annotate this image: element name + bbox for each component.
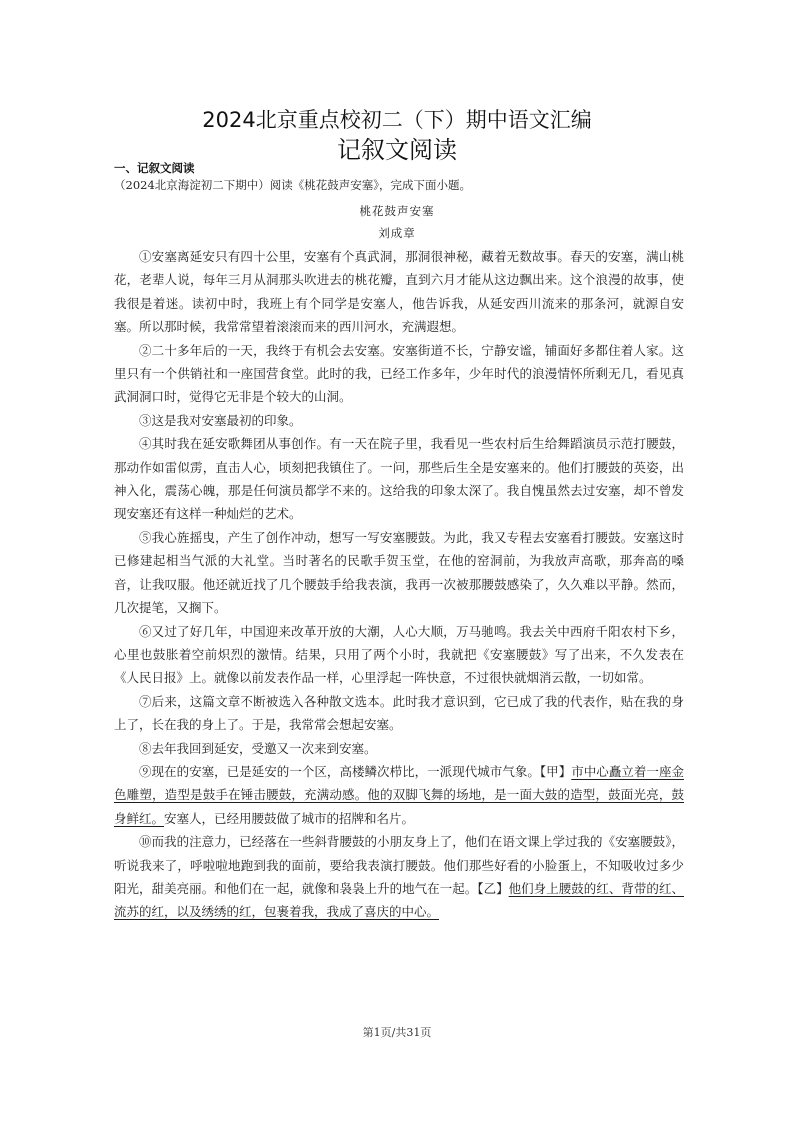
paragraph-4: ④其时我在延安歌舞团从事创作。有一天在院子里，我看见一些农村后生给舞蹈演员示范打腰鼓，那动作如雷似雳，直击人心，顷刻把我镇住了。一问，那些后生全是安塞来的。他们打腰鼓的英姿，出神入化，震荡心魄，那是任何演员都学不来的。这给我的印象太深了。我自愧虽然去过安塞，却不曾发现安塞还有这样一种灿烂的艺术。 [114, 436, 684, 522]
paragraph-6: ⑥又过了好几年，中国迎来改革开放的大潮，人心大顺，万马驰鸣。我去关中西府千阳农村下乡，心里也鼓胀着空前炽烈的激情。结果，只用了两个小时，我就把《安塞腰鼓》写了出来，不久发表在《人民日报》上。就像以前发表作品一样，心里浮起一阵快意，不过很快就烟消云散，一切如常。 [114, 623, 684, 686]
underlined-passage-yi: 他们身上腰鼓的红、背带的红、流苏的红，以及绣绣的红，包裹着我，我成了喜庆的中心。 [114, 880, 684, 920]
paragraph-5: ⑤我心旌摇曳，产生了创作冲动，想写一写安塞腰鼓。为此，我又专程去安塞看打腰鼓。安塞这时已修建起相当气派的大礼堂。当时著名的民歌手贺玉堂，在他的窑洞前，为我放声高歌，那奔高的嗓音，让我叹服。他还就近找了几个腰鼓手给我表演，我再一次被那腰鼓感染了，久久难以平静。然而，几次提笔，又搁下。 [114, 529, 684, 616]
paragraph-7: ⑦后来，这篇文章不断被选入各种散文选本。此时我才意识到，它已成了我的代表作，贴在我的身上了，长在我的身上了。于是，我常常会想起安塞。 [114, 693, 684, 733]
document-subtitle: 记叙文阅读 [337, 136, 457, 164]
passage-body [114, 245, 684, 924]
section-heading: 一、记叙文阅读 [114, 161, 195, 175]
paragraph-8: ⑧去年我回到延安，受邀又一次来到安塞。 [139, 740, 377, 756]
paragraph-10-text: ⑩而我的注意力，已经落在一些斜背腰鼓的小朋友身上了，他们在语文课上学过我的《安塞腰鼓》，听说我来了，呼啦啦地跑到我的面前，要给我表演打腰鼓。他们那些好看的小脸蛋上，不知吸收过多少阳光，甜美亮丽。和他们在一起，就像和袅袅上升的地气在一起。【乙】 [114, 834, 684, 896]
paragraph-2: ②二十多年后的一天，我终于有机会去安塞。安塞街道不长，宁静安谧，铺面好多都住着人家。这里只有一个供销社和一座国营食堂。此时的我，已经工作多年，少年时代的浪漫情怀所剩无几，看见真武洞洞口时，觉得它无非是个较大的山洞。 [114, 342, 684, 405]
paragraph-10 [114, 830, 684, 924]
paragraph-1: ①安塞离延安只有四十公里，安塞有个真武洞，那洞很神秘，藏着无数故事。春天的安塞，满山桃花，老辈人说，每年三月从洞那头吹进去的桃花瓣，直到六月才能从这边飘出来。这个浪漫的故事，使我很是着迷。读初中时，我班上有个同学是安塞人，他告诉我，从延安西川流来的那条河，就源自安塞。所以那时候，我常常望着滚滚而来的西川河水，充满遐想。 [114, 249, 684, 335]
paragraph-9 [114, 760, 684, 830]
page-number: 第1页/共31页 [362, 1026, 432, 1039]
passage-author: 刘成章 [378, 226, 416, 240]
paragraph-3: ③这是我对安塞最初的印象。 [139, 412, 302, 428]
question-intro: （2024北京海淀初二下期中）阅读《桃花鼓声安塞》，完成下面小题。 [114, 178, 472, 192]
paragraph-9-text: ⑨现在的安塞，已是延安的一个区，高楼鳞次栉比，一派现代城市气象。【甲】 [139, 763, 572, 779]
underlined-passage-jia: 市中心矗立着一座金色雕塑，造型是鼓手在锤击腰鼓，充满动感。他的双脚飞舞的场地，是一面大鼓的造型，鼓面光亮，鼓身鲜红。 [114, 763, 684, 826]
paragraph-9-tail: 安塞人，已经用腰鼓做了城市的招牌和名片。 [164, 810, 415, 826]
document-title: 2024北京重点校初二（下）期中语文汇编 [202, 108, 592, 132]
passage-title: 桃花鼓声安塞 [359, 204, 435, 218]
